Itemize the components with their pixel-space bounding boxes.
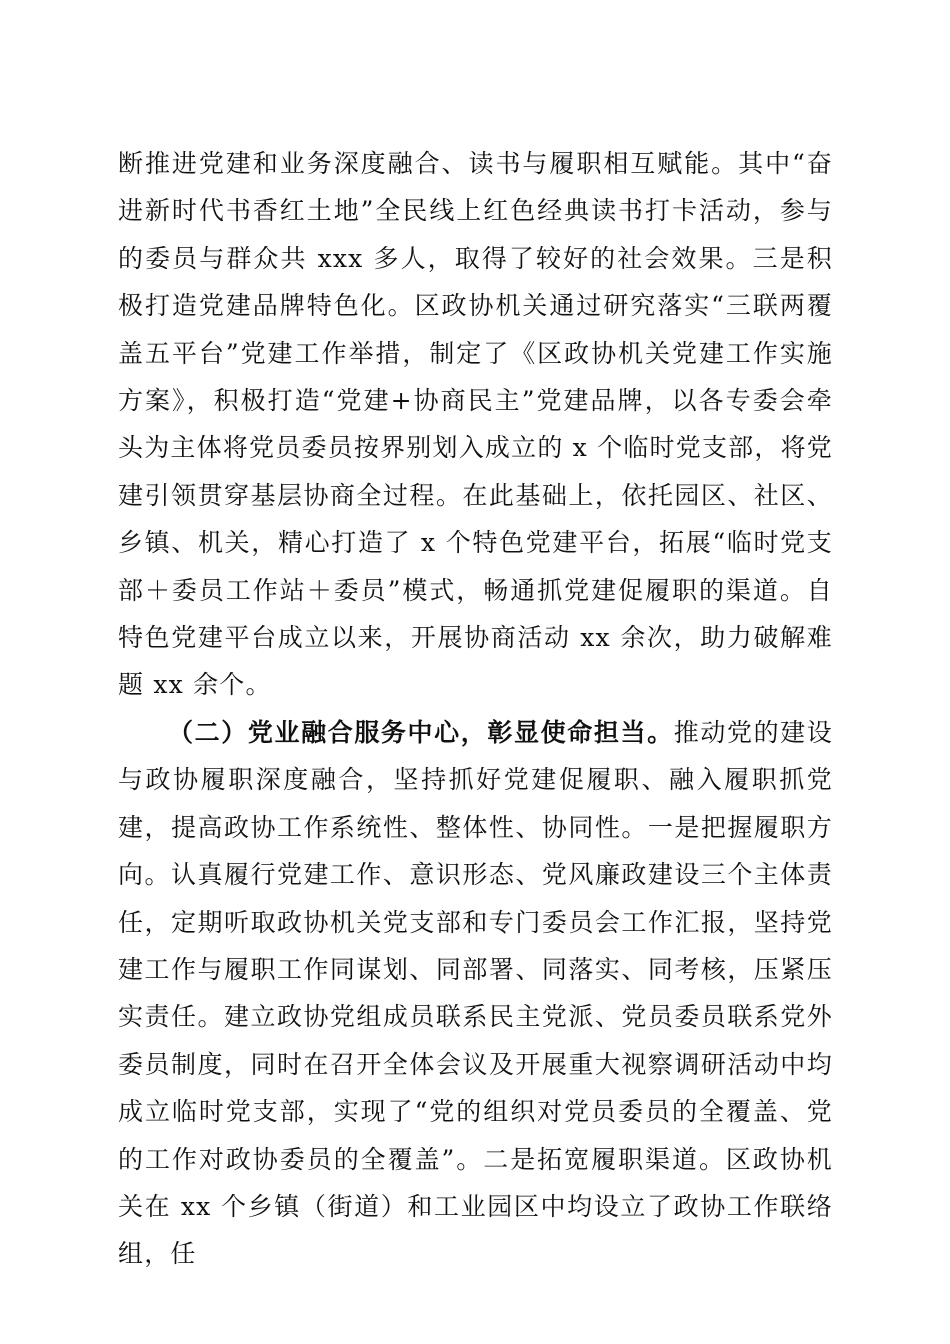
paragraph-section-two bbox=[118, 709, 833, 1278]
body-text bbox=[118, 140, 833, 1278]
section-heading: （二）党业融合服务中心，彰显使命担当。 bbox=[168, 717, 674, 747]
paragraph-text: 推动党的建设与政协履职深度融合，坚持抓好党建促履职、融入履职抓党建，提高政协工作系统性、整体性、协同性。一是把握履职方向。认真履行党建工作、意识形态、党风廉政建设三个主体责任，定期听取政协机关党支部和专门委员会工作汇报，坚持党建工作与履职工作同谋划、同部署、同落实、同考核，压紧压实责任。建立政协党组成员联系民主党派、党员委员联系党外委员制度，同时在召开全体会议及开展重大视察调研活动中均成立临时党支部，实现了“党的组织对党员委员的全覆盖、党的工作对政协委员的全覆盖”。二是拓宽履职渠道。区政协机关在 xx 个乡镇（街道）和工业园区中均设立了政协工作联络组，任 bbox=[118, 717, 833, 1269]
paragraph-text: 断推进党建和业务深度融合、读书与履职相互赋能。其中“奋进新时代书香红土地”全民线上红色经典读书打卡活动，参与的委员与群众共 xxx 多人，取得了较好的社会效果。三是积极打造党建品牌特色化。区政协机关通过研究落实“三联两覆盖五平台”党建工作举措，制定了《区政协机关党建工作实施方案》，积极打造“党建+协商民主”党建品牌，以各专委会牵头为主体将党员委员按界别划入成立的 x 个临时党支部，将党建引领贯穿基层协商全过程。在此基础上，依托园区、社区、乡镇、机关，精心打造了 x 个特色党建平台，拓展“临时党支部＋委员工作站＋委员”模式，畅通抓党建促履职的渠道。自特色党建平台成立以来，开展协商活动 xx 余次，助力破解难题 xx 余个。 bbox=[118, 149, 833, 700]
paragraph-continued bbox=[118, 140, 833, 709]
